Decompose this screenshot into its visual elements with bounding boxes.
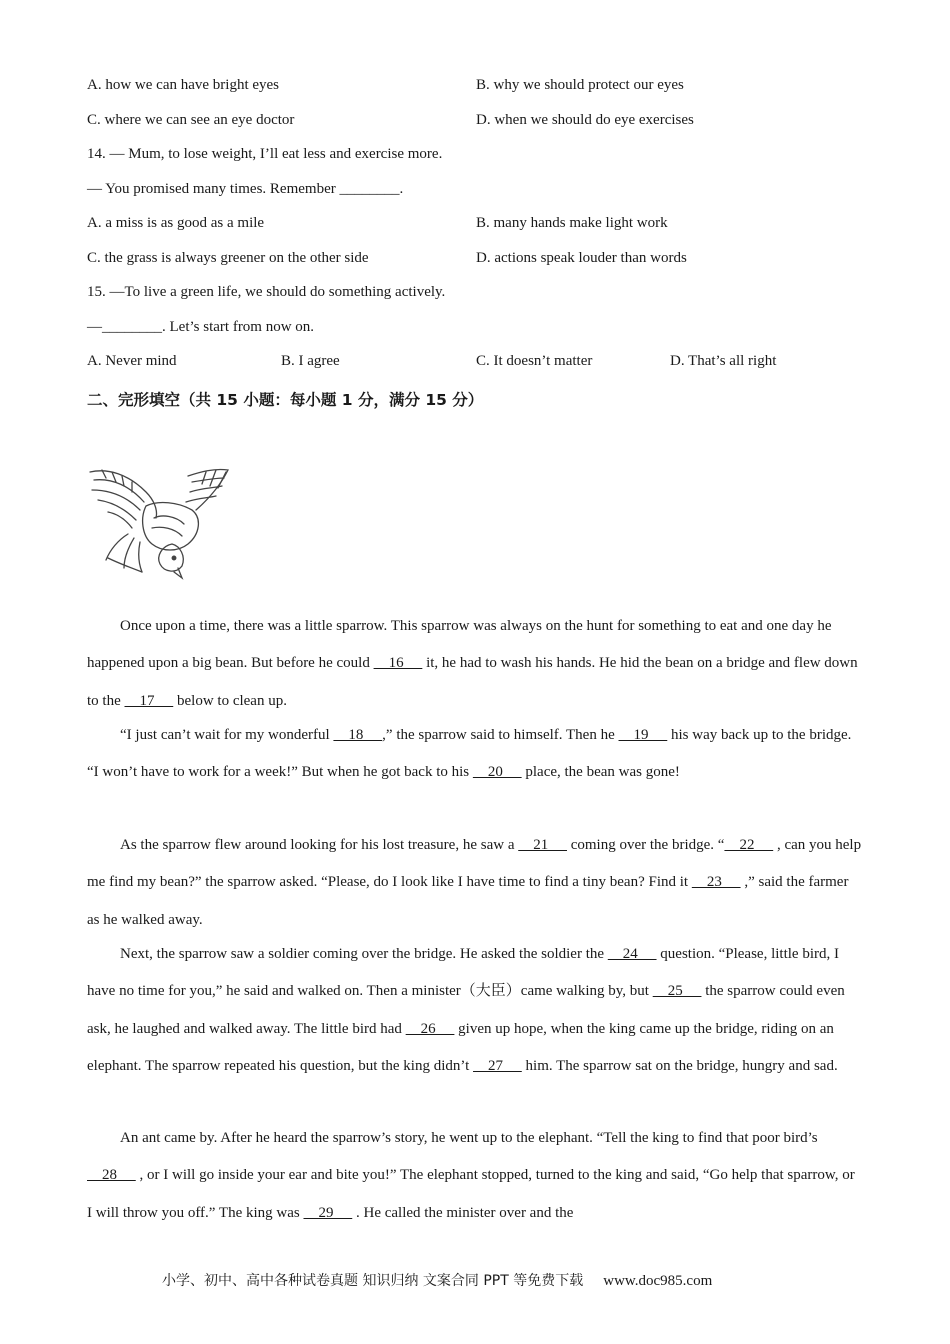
- blank-22[interactable]: 22: [724, 837, 774, 853]
- passage-text: As the sparrow flew around looking for his lost treasure, he saw a: [120, 837, 519, 853]
- blank-26[interactable]: 26: [405, 1020, 455, 1037]
- passage-text: “I just can’t wait for my wonderful: [120, 727, 334, 743]
- blank-20[interactable]: 20: [472, 764, 522, 781]
- q14-option-c[interactable]: C. the grass is always greener on the other side: [87, 250, 369, 266]
- q13-option-b[interactable]: B. why we should protect our eyes: [476, 77, 684, 93]
- blank-19[interactable]: 19: [618, 727, 668, 743]
- passage-text: place, the bean was gone!: [521, 764, 680, 781]
- blank-16[interactable]: 16: [373, 655, 423, 672]
- passage-text: his way back up to the bridge. “I won’t have to work for a week!” But when he got back to his: [87, 727, 852, 781]
- q13-option-d[interactable]: D. when we should do eye exercises: [476, 112, 694, 128]
- passage-text: , can you help me find my bean?” the sparrow asked. “Please, do I look like I have time to find a tiny bean? Find it: [87, 837, 862, 891]
- passage-text: ,” the sparrow said to himself. Then he: [382, 727, 619, 743]
- footer-text: 小学、初中、高中各种试卷真题 知识归纳 文案合同 PPT 等免费下载: [162, 1273, 584, 1289]
- q15-prompt: 15. —To live a green life, we should do something actively.: [87, 284, 446, 300]
- blank-29[interactable]: 29: [303, 1204, 353, 1221]
- q15-option-b[interactable]: B. I agree: [281, 353, 340, 369]
- passage-text: it, he had to wash his hands. He hid the bean on a bridge and flew down to the: [87, 655, 858, 709]
- blank-18[interactable]: 18: [333, 727, 383, 743]
- blank-25[interactable]: 25: [652, 983, 702, 1000]
- q15-option-c[interactable]: C. It doesn’t matter: [476, 353, 593, 369]
- passage-text: ,” said the farmer as he walked away.: [87, 874, 849, 928]
- passage-text: him. The sparrow sat on the bridge, hungry and sad.: [521, 1058, 838, 1075]
- q15-option-d[interactable]: D. That’s all right: [670, 353, 777, 369]
- q14-option-a[interactable]: A. a miss is as good as a mile: [87, 215, 265, 231]
- passage-paragraph-1: [87, 608, 863, 720]
- passage-paragraph-5: [87, 1120, 863, 1232]
- passage-text: . He called the minister over and the: [352, 1204, 574, 1221]
- q14-option-b[interactable]: B. many hands make light work: [476, 215, 668, 231]
- q13-option-c[interactable]: C. where we can see an eye doctor: [87, 112, 295, 128]
- section-2-title: 二、完形填空（共 15 小题：每小题 1 分，满分 15 分）: [87, 391, 484, 409]
- passage-text: coming over the bridge. “: [566, 837, 725, 853]
- passage-text: given up hope, when the king came up the bridge, riding on an elephant. The sparrow repeated his question, but the king didn’t: [87, 1020, 834, 1075]
- passage-text: question. “Please, little bird, I have no time for you,” he said and walked on. Then a minister（大臣）came walking by, but: [87, 946, 839, 1000]
- q15-response: —________. Let’s start from now on.: [87, 319, 315, 335]
- page-footer: [162, 1270, 712, 1290]
- passage-text: , or I will go inside your ear and bite you!” The elephant stopped, turned to the king and said, “Go help that sparrow, or I will throw you off.” The king was: [87, 1167, 855, 1221]
- sparrow-illustration-icon: [88, 466, 236, 582]
- passage-text: Next, the sparrow saw a soldier coming over the bridge. He asked the soldier the: [120, 946, 608, 962]
- q14-option-d[interactable]: D. actions speak louder than words: [476, 250, 687, 266]
- q14-response: — You promised many times. Remember ________.: [87, 181, 404, 197]
- blank-17[interactable]: 17: [124, 692, 174, 709]
- q13-option-a[interactable]: A. how we can have bright eyes: [87, 77, 280, 93]
- blank-28[interactable]: 28: [87, 1167, 136, 1184]
- q15-option-a[interactable]: A. Never mind: [87, 353, 177, 369]
- passage-text: the sparrow could even ask, he laughed and walked away. The little bird had: [87, 983, 845, 1037]
- passage-text: An ant came by. After he heard the sparrow’s story, he went up to the elephant. “Tell the king to find that poor bird’s: [120, 1130, 818, 1146]
- passage-paragraph-3: [87, 827, 863, 939]
- footer-site-link[interactable]: www.doc985.com: [603, 1273, 713, 1289]
- passage-paragraph-4: [87, 936, 863, 1086]
- blank-23[interactable]: 23: [691, 874, 741, 891]
- passage-paragraph-2: [87, 717, 863, 792]
- q14-prompt: 14. — Mum, to lose weight, I’ll eat less and exercise more.: [87, 146, 443, 162]
- blank-21[interactable]: 21: [518, 837, 567, 853]
- passage-text: below to clean up.: [173, 692, 287, 709]
- blank-27[interactable]: 27: [473, 1058, 522, 1075]
- passage-text: Once upon a time, there was a little sparrow. This sparrow was always on the hunt for something to eat and one day he happened upon a big bean. But before he could: [87, 618, 832, 672]
- blank-24[interactable]: 24: [607, 946, 657, 962]
